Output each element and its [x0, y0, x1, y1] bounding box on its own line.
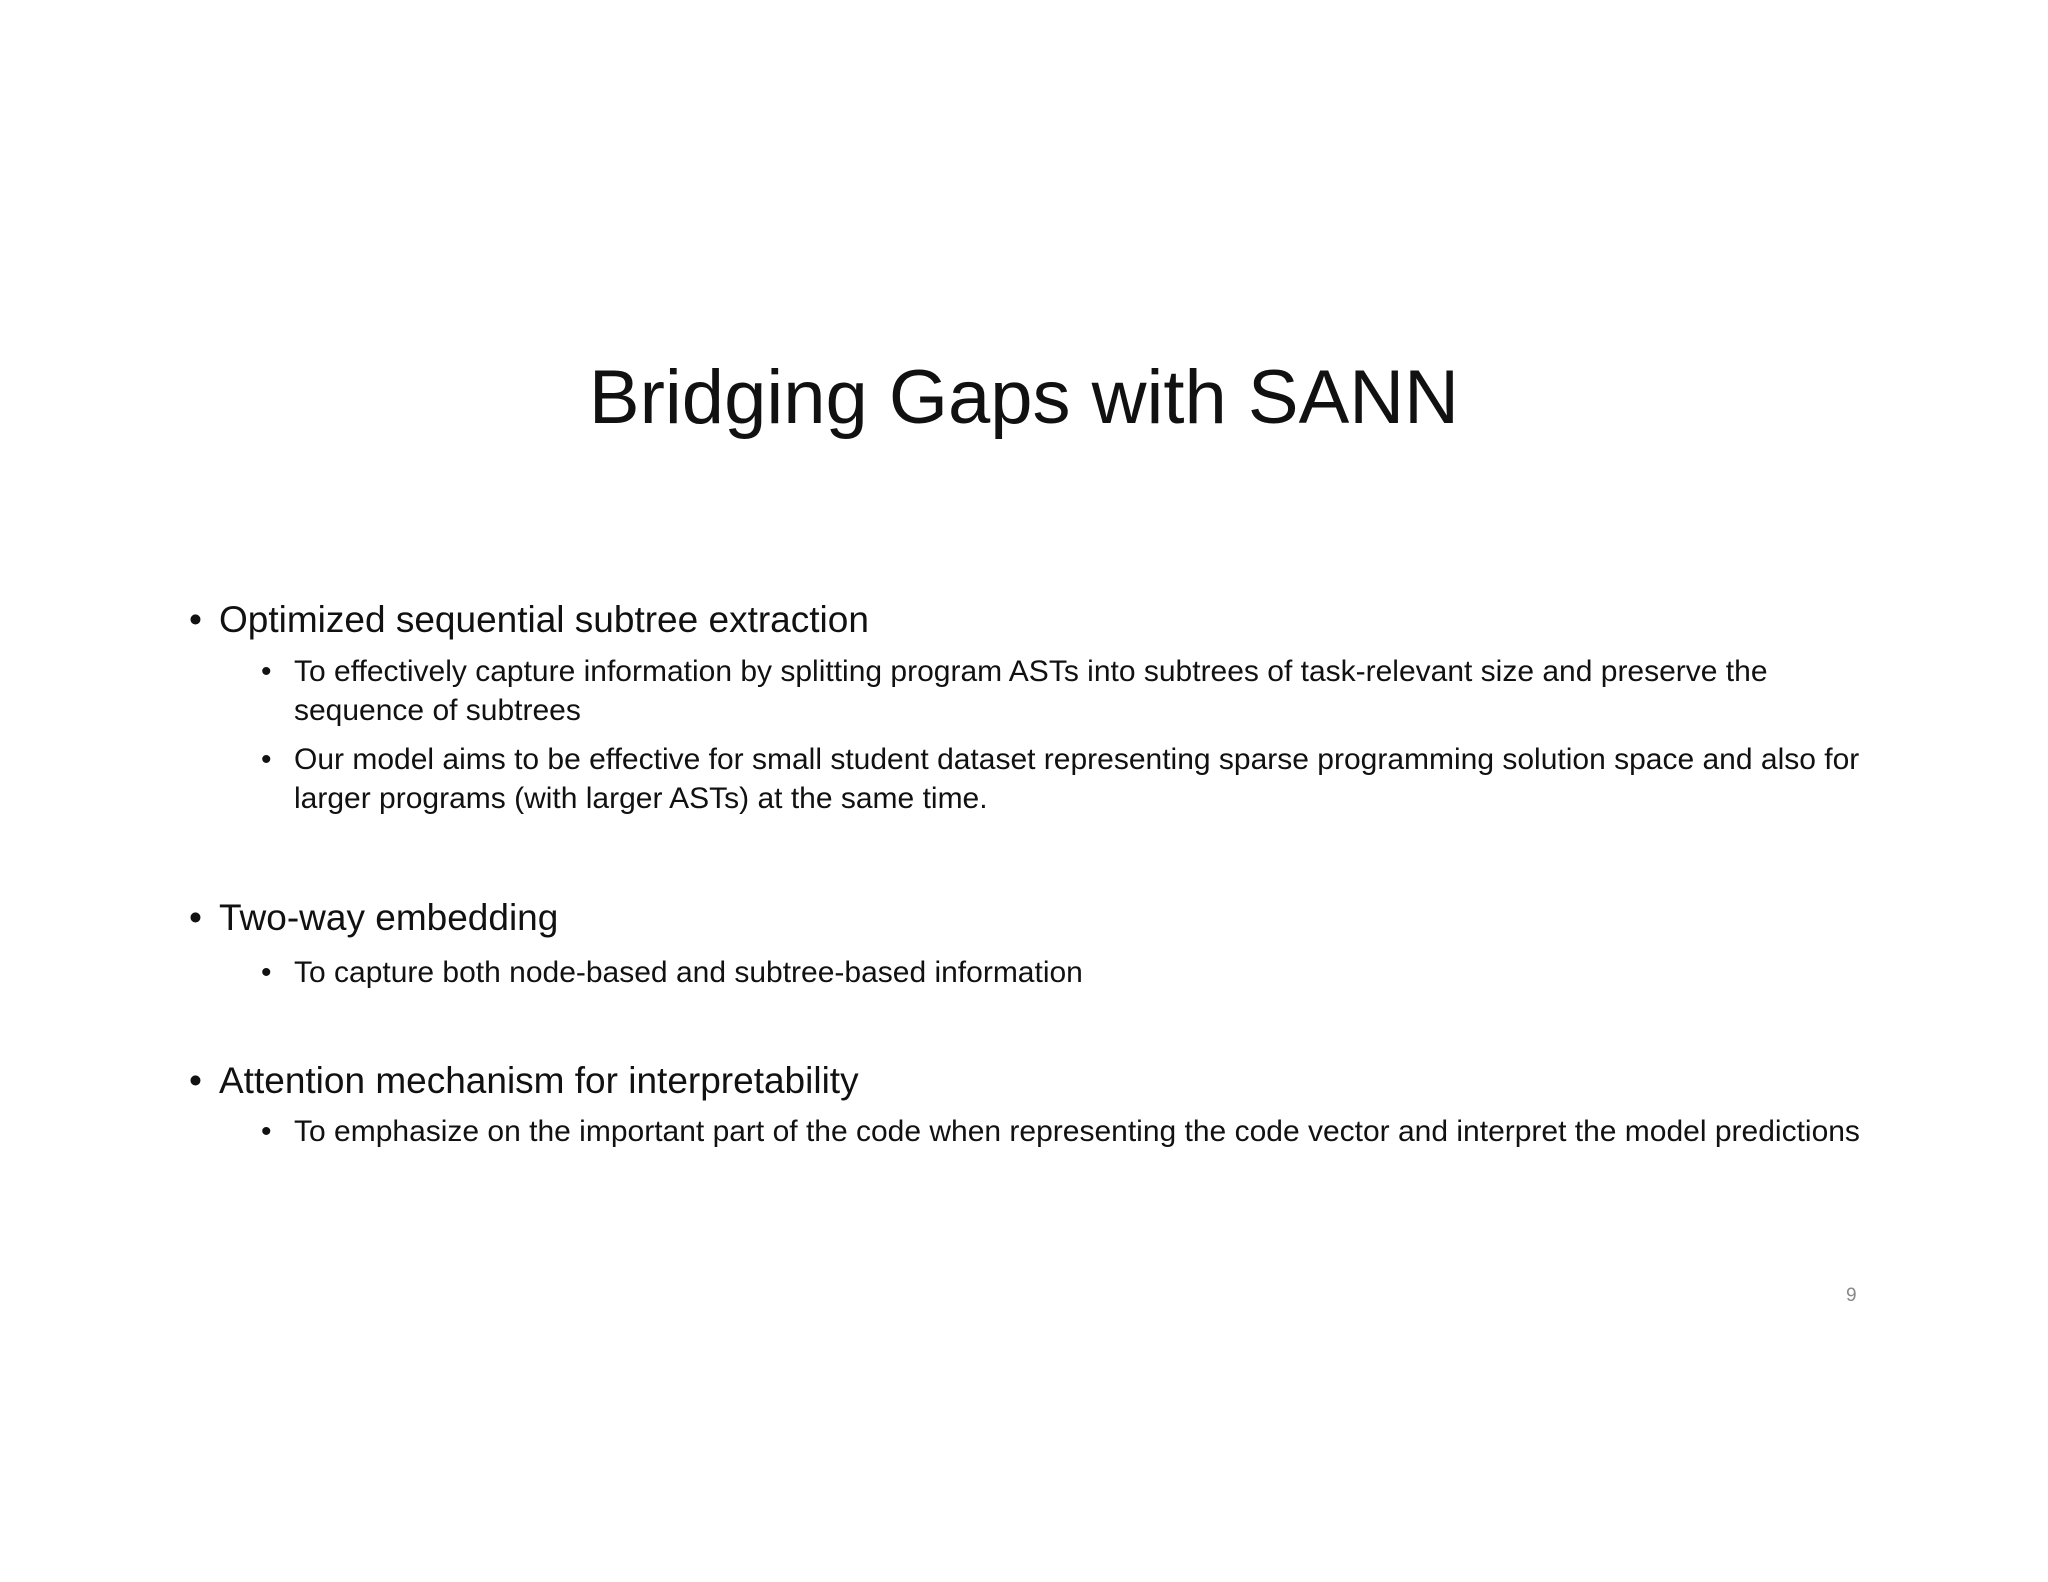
bullet-icon: • — [261, 655, 272, 688]
sub-bullet — [261, 652, 1901, 730]
sub-bullet-text: To emphasize on the important part of the code when representing the code vector and interpret the model predictions — [294, 1115, 1860, 1148]
bullet-text: Two-way embedding — [219, 897, 559, 938]
bullet-icon: • — [189, 1060, 202, 1101]
bullet-icon: • — [189, 897, 202, 938]
bullet-text: Optimized sequential subtree extraction — [219, 599, 869, 640]
bullet-text: Attention mechanism for interpretability — [219, 1060, 859, 1101]
sub-bullet — [261, 1112, 1901, 1151]
bullet-icon: • — [261, 743, 272, 776]
sub-bullet — [261, 740, 1901, 818]
sub-bullet — [261, 953, 1901, 992]
bullet-icon: • — [189, 599, 202, 640]
bullet-icon: • — [261, 956, 272, 989]
bullet-icon: • — [261, 1115, 272, 1148]
sub-bullet-text: To capture both node-based and subtree-based information — [294, 956, 1083, 989]
page-number: 9 — [1846, 1285, 1857, 1306]
slide-title: Bridging Gaps with SANN — [588, 355, 1460, 440]
sub-bullet-text: Our model aims to be effective for small student dataset representing sparse programming solution space and also for larger programs (with larger ASTs) at the same time. — [294, 743, 1860, 815]
sub-bullet-text: To effectively capture information by splitting program ASTs into subtrees of task-relevant size and preserve the sequence of subtrees — [294, 655, 1768, 727]
